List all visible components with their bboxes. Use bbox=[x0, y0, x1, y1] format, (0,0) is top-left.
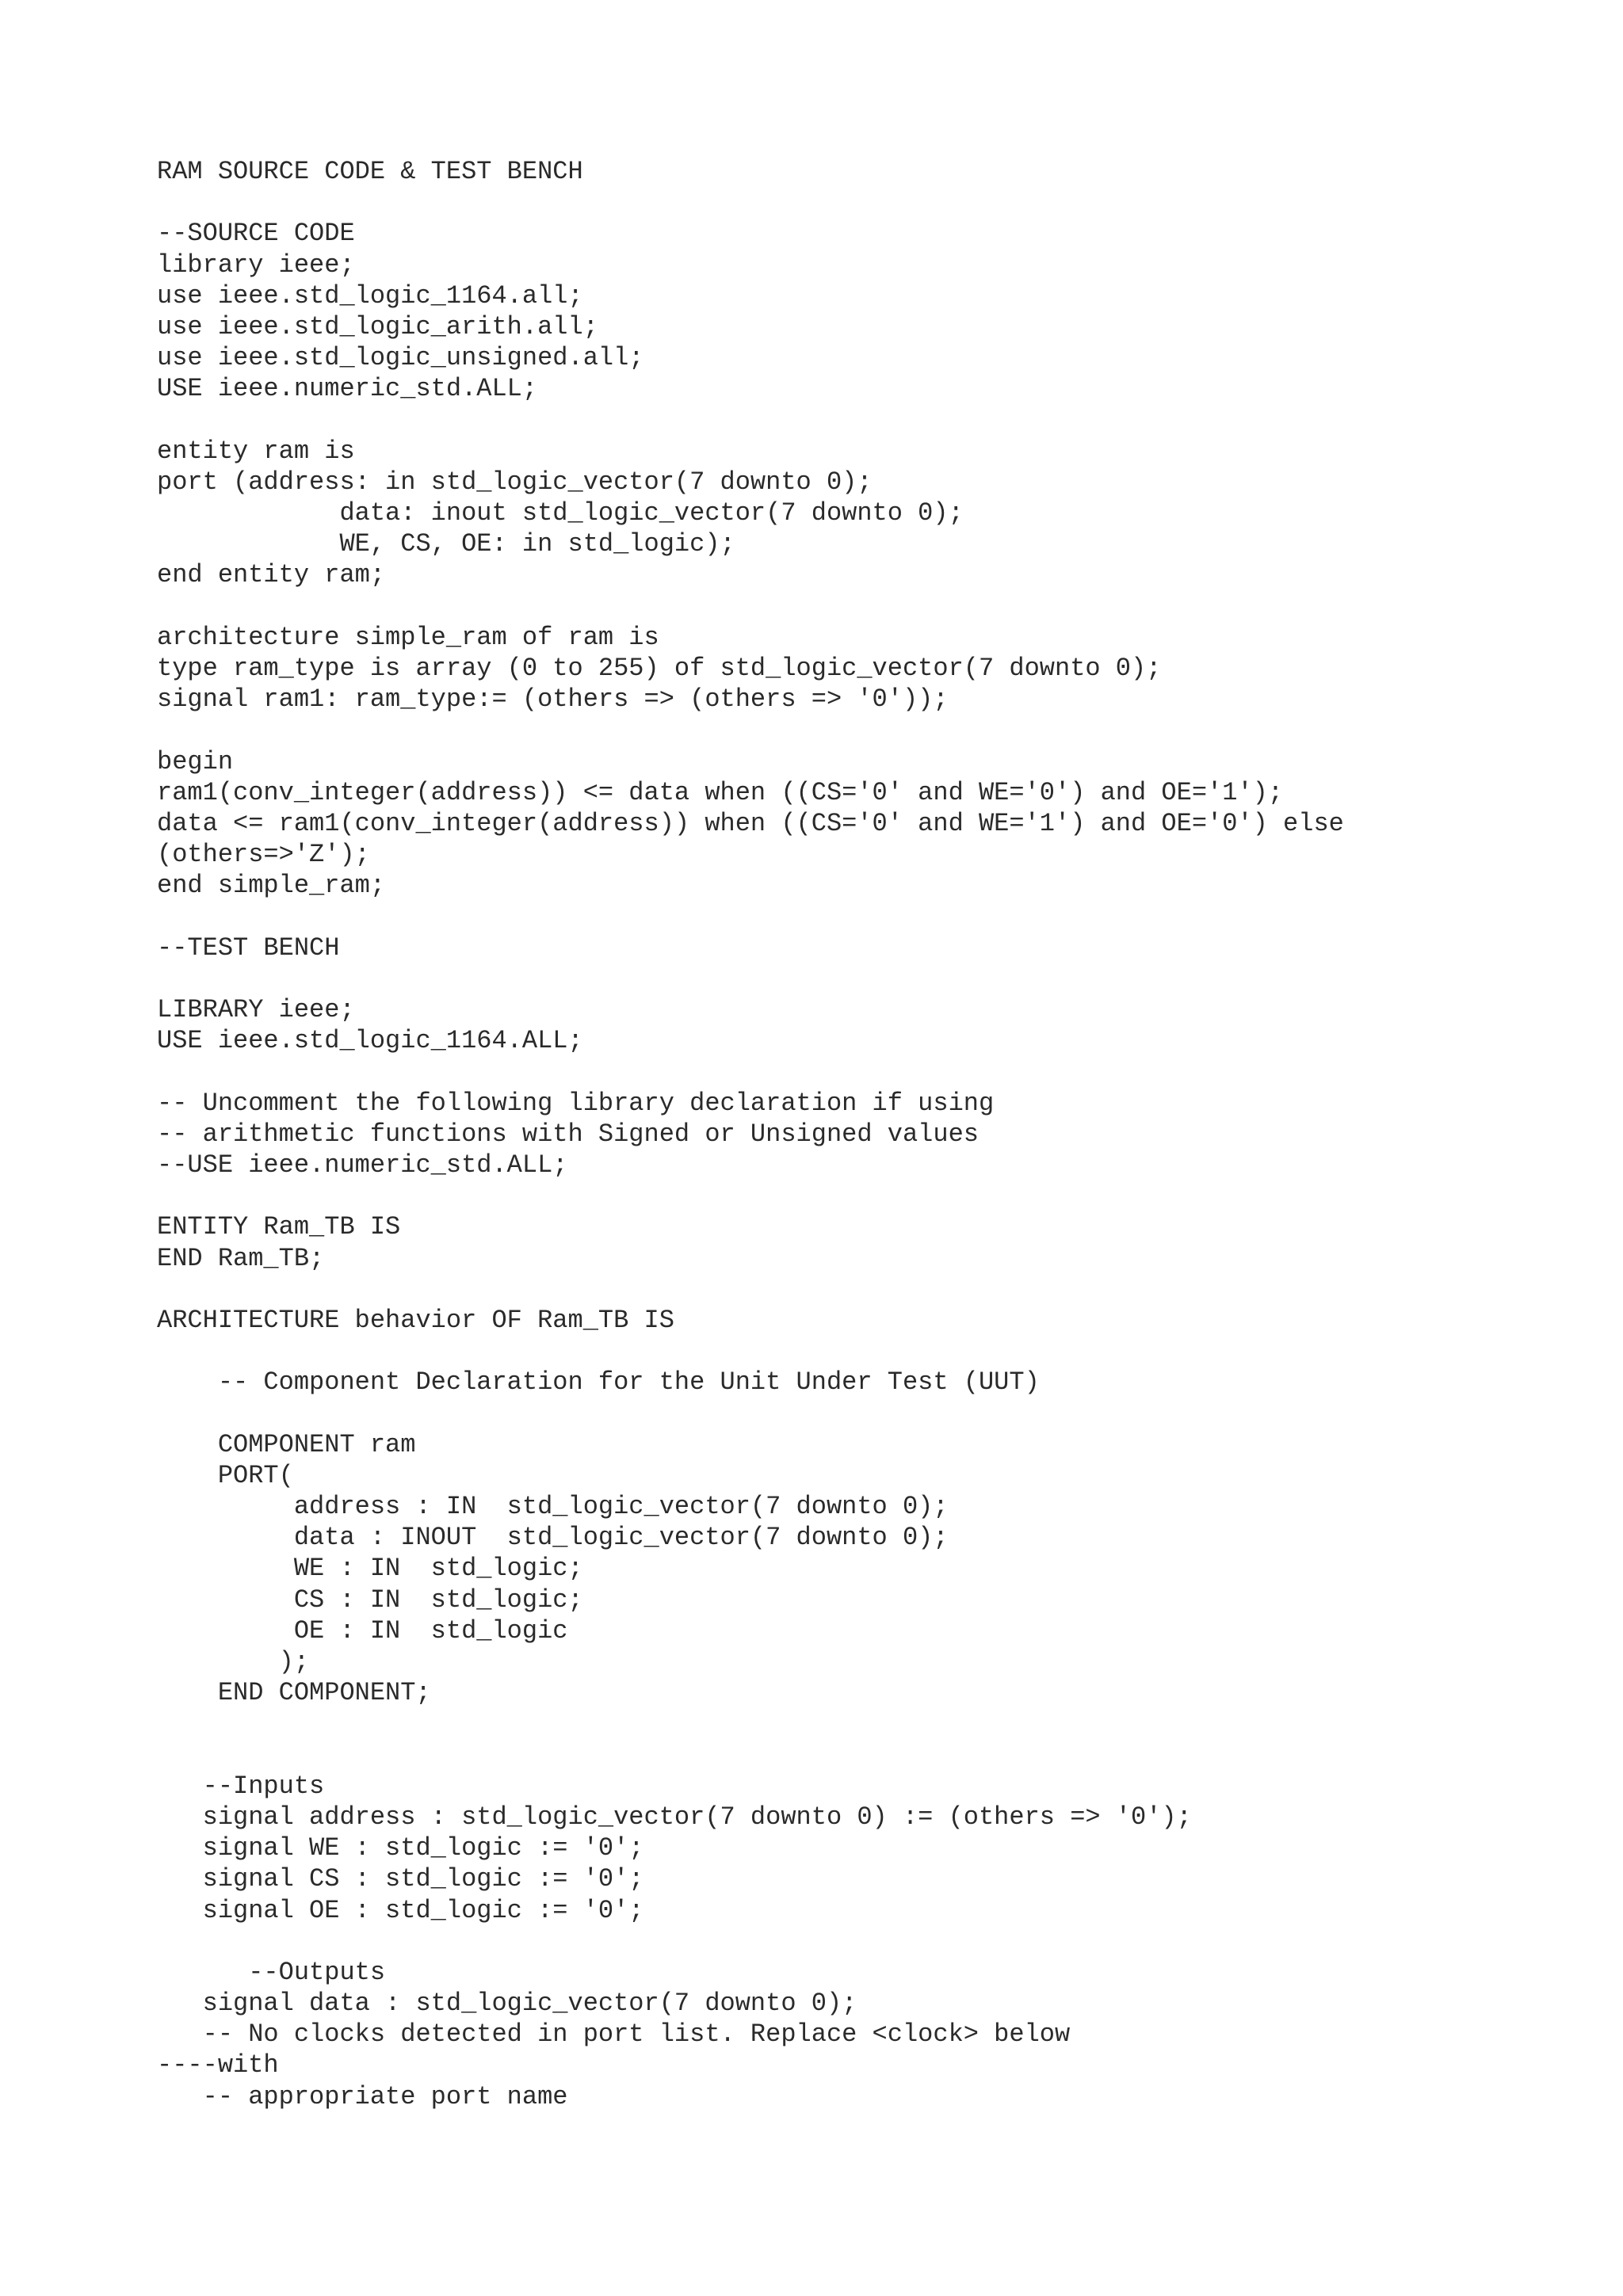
blank-line bbox=[157, 187, 1344, 218]
code-line: use ieee.std_logic_unsigned.all; bbox=[157, 343, 644, 373]
code-line: architecture simple_ram of ram is bbox=[157, 622, 659, 652]
code-line: OE : IN std_logic bbox=[157, 1615, 568, 1646]
code-line: --Outputs bbox=[157, 1957, 386, 1987]
code-line: signal data : std_logic_vector(7 downto 0); bbox=[157, 1989, 857, 2019]
blank-line bbox=[157, 1336, 1344, 1367]
code-line: COMPONENT ram bbox=[157, 1429, 416, 1459]
code-line: end simple_ram; bbox=[157, 871, 386, 901]
code-line: entity ram is bbox=[157, 436, 355, 466]
code-line: begin bbox=[157, 746, 234, 776]
blank-line bbox=[157, 405, 1344, 436]
code-line: USE ieee.std_logic_1164.ALL; bbox=[157, 1026, 583, 1056]
blank-line bbox=[157, 963, 1344, 994]
code-line: data : INOUT std_logic_vector(7 downto 0); bbox=[157, 1523, 949, 1553]
code-line: USE ieee.numeric_std.ALL; bbox=[157, 374, 538, 404]
code-line: data: inout std_logic_vector(7 downto 0); bbox=[157, 498, 964, 528]
blank-line bbox=[157, 591, 1344, 622]
code-line: (others=>'Z'); bbox=[157, 840, 370, 870]
code-line: CS : IN std_logic; bbox=[157, 1585, 583, 1615]
code-line: -- No clocks detected in port list. Replace <clock> below bbox=[157, 2019, 1071, 2050]
code-line: ram1(conv_integer(address)) <= data when ((CS='0' and WE='0') and OE='1'); bbox=[157, 777, 1284, 807]
blank-line bbox=[157, 1274, 1344, 1305]
code-line: ARCHITECTURE behavior OF Ram_TB IS bbox=[157, 1305, 674, 1335]
code-line: RAM SOURCE CODE & TEST BENCH bbox=[157, 157, 583, 186]
blank-line bbox=[157, 1056, 1344, 1087]
code-line: library ieee; bbox=[157, 250, 355, 280]
code-line: PORT( bbox=[157, 1460, 294, 1490]
blank-line bbox=[157, 715, 1344, 746]
code-line: data <= ram1(conv_integer(address)) when ((CS='0' and WE='1') and OE='0') else bbox=[157, 808, 1344, 838]
blank-line bbox=[157, 1740, 1344, 1771]
code-line: signal address : std_logic_vector(7 downto 0) := (others => '0'); bbox=[157, 1802, 1192, 1832]
code-line: --SOURCE CODE bbox=[157, 219, 355, 249]
code-line: signal ram1: ram_type:= (others => (others => '0')); bbox=[157, 685, 949, 715]
code-line: use ieee.std_logic_arith.all; bbox=[157, 311, 598, 341]
code-line: -- Component Declaration for the Unit Under Test (UUT) bbox=[157, 1367, 1040, 1398]
code-line: end entity ram; bbox=[157, 560, 386, 590]
code-line: LIBRARY ieee; bbox=[157, 995, 355, 1025]
blank-line bbox=[157, 1398, 1344, 1429]
blank-line bbox=[157, 1180, 1344, 1211]
blank-line bbox=[157, 902, 1344, 933]
code-line: WE, CS, OE: in std_logic); bbox=[157, 529, 735, 559]
code-line: type ram_type is array (0 to 255) of std_logic_vector(7 downto 0); bbox=[157, 654, 1162, 683]
code-line: END COMPONENT; bbox=[157, 1678, 431, 1708]
code-line: port (address: in std_logic_vector(7 downto 0); bbox=[157, 467, 873, 497]
blank-line bbox=[157, 1926, 1344, 1957]
code-line: WE : IN std_logic; bbox=[157, 1554, 583, 1584]
code-line: signal CS : std_logic := '0'; bbox=[157, 1864, 644, 1894]
code-line: use ieee.std_logic_1164.all; bbox=[157, 280, 583, 311]
code-line: -- arithmetic functions with Signed or Unsigned values bbox=[157, 1119, 979, 1149]
code-line: -- Uncomment the following library declaration if using bbox=[157, 1088, 995, 1118]
code-line: -- appropriate port name bbox=[157, 2081, 568, 2111]
blank-line bbox=[157, 1708, 1344, 1739]
code-line: signal WE : std_logic := '0'; bbox=[157, 1833, 644, 1863]
code-line: ----with bbox=[157, 2050, 279, 2081]
code-line: END Ram_TB; bbox=[157, 1243, 325, 1273]
code-line: ENTITY Ram_TB IS bbox=[157, 1212, 401, 1242]
code-line: ); bbox=[157, 1647, 310, 1676]
code-line: --USE ieee.numeric_std.ALL; bbox=[157, 1150, 568, 1180]
code-line: signal OE : std_logic := '0'; bbox=[157, 1895, 644, 1925]
code-line: --Inputs bbox=[157, 1771, 325, 1801]
code-line: address : IN std_logic_vector(7 downto 0); bbox=[157, 1492, 949, 1522]
code-listing bbox=[157, 156, 1344, 2112]
code-line: --TEST BENCH bbox=[157, 933, 340, 963]
